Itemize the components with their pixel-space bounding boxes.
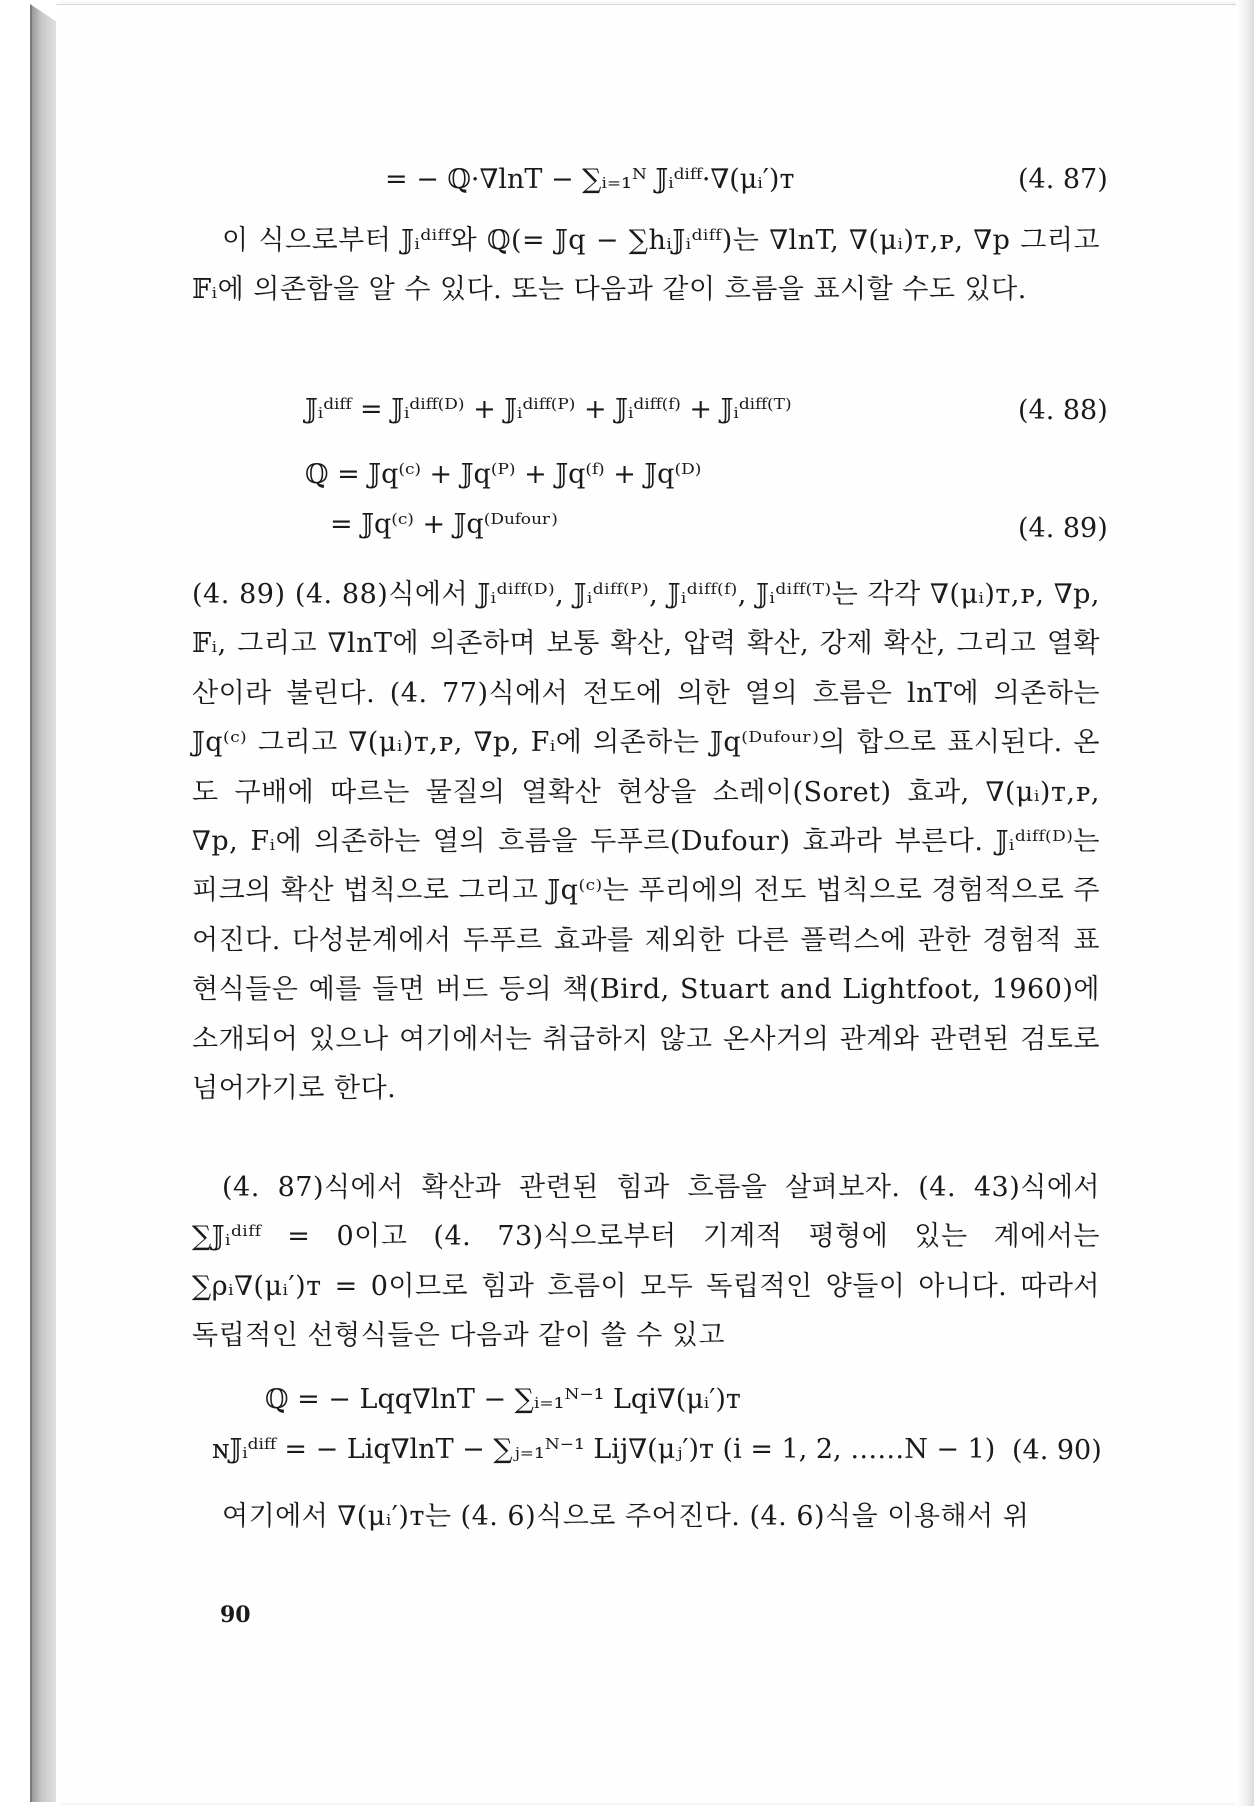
- equation-4-89-line-2: = 𝕁q⁽ᶜ⁾ + 𝕁q⁽ᴰᵘᶠᵒᵘʳ⁾: [330, 509, 558, 540]
- equation-number-4-89: (4. 89): [1018, 513, 1108, 544]
- paragraph-4: 여기에서 ∇(μᵢ′)ᴛ는 (4. 6)식으로 주어진다. (4. 6)식을 이용해서 위: [222, 1501, 1030, 1532]
- equation-4-90-line-2: ɴ𝕁ᵢᵈⁱᶠᶠ = − Liq∇lnT − ∑ⱼ₌₁ᴺ⁻¹ Lij∇(μⱼ′)ᴛ (i = 1, 2, ……N − 1): [212, 1434, 996, 1465]
- paragraph-3-container: [192, 1163, 1100, 1361]
- paragraph-3: (4. 87)식에서 확산과 관련된 힘과 흐름을 살펴보자. (4. 43)식에서 ∑𝕁ᵢᵈⁱᶠᶠ = 0이고 (4. 73)식으로부터 기계적 평형에 있는 계에서는 ∑ρᵢ∇(μᵢ′)ᴛ = 0이므로 힘과 흐름이 모두 독립적인 양들이 아니다. 따라서 독립적인 선형식들은 다음과 같이 쓸 수 있고: [192, 1172, 1100, 1352]
- equation-4-88: 𝕁ᵢᵈⁱᶠᶠ = 𝕁ᵢᵈⁱᶠᶠ⁽ᴰ⁾ + 𝕁ᵢᵈⁱᶠᶠ⁽ᴾ⁾ + 𝕁ᵢᵈⁱᶠᶠ⁽ᶠ⁾ + 𝕁ᵢᵈⁱᶠᶠ⁽ᵀ⁾: [305, 394, 792, 425]
- paragraph-2-container: [192, 570, 1100, 1113]
- equation-4-90-line-1: ℚ = − Lqq∇lnT − ∑ᵢ₌₁ᴺ⁻¹ Lqi∇(μᵢ′)ᴛ: [265, 1384, 741, 1415]
- equation-number-4-90: (4. 90): [1012, 1435, 1102, 1466]
- equation-number-4-88: (4. 88): [1018, 395, 1108, 426]
- page-shadow: [1236, 0, 1254, 1806]
- equation-number-4-87: (4. 87): [1018, 164, 1108, 195]
- equation-4-89-line-1: ℚ = 𝕁q⁽ᶜ⁾ + 𝕁q⁽ᴾ⁾ + 𝕁q⁽ᶠ⁾ + 𝕁q⁽ᴰ⁾: [305, 459, 702, 490]
- equation-4-87: = − ℚ·∇lnT − ∑ᵢ₌₁ᴺ 𝕁ᵢᵈⁱᶠᶠ·∇(μᵢ′)ᴛ: [385, 164, 795, 195]
- paragraph-1-container: [192, 216, 1100, 315]
- paragraph-2: (4. 89) (4. 88)식에서 𝕁ᵢᵈⁱᶠᶠ⁽ᴰ⁾, 𝕁ᵢᵈⁱᶠᶠ⁽ᴾ⁾, 𝕁ᵢᵈⁱᶠᶠ⁽ᶠ⁾, 𝕁ᵢᵈⁱᶠᶠ⁽ᵀ⁾는 각각 ∇(μᵢ)ᴛ,ᴘ, ∇p, 𝔽ᵢ, 그리고 ∇lnT에 의존하며 보통 확산, 압력 확산, 강제 확산, 그리고 열확산이라 불린다. (4. 77)식에서 전도에 의한 열의 흐름은 lnT에 의존하는 𝕁q⁽ᶜ⁾ 그리고 ∇(μᵢ)ᴛ,ᴘ, ∇p, Fᵢ에 의존하는 𝕁q⁽ᴰᵘᶠᵒᵘʳ⁾의 합으로 표시된다. 온도 구배에 따르는 물질의 열확산 현상을 소레이(Soret) 효과, ∇(μᵢ)ᴛ,ᴘ, ∇p, Fᵢ에 의존하는 열의 흐름을 두푸르(Dufour) 효과라 부른다. 𝕁ᵢᵈⁱᶠᶠ⁽ᴰ⁾는 피크의 확산 법칙으로 그리고 𝕁q⁽ᶜ⁾는 푸리에의 전도 법칙으로 경험적으로 주어진다. 다성분계에서 두푸르 효과를 제외한 다른 플럭스에 관한 경험적 표현식들은 예를 들면 버드 등의 책(Bird, Stuart and Lightfoot, 1960)에 소개되어 있으나 여기에서는 취급하지 않고 온사거의 관계와 관련된 검토로 넘어가기로 한다.: [192, 579, 1100, 1105]
- paragraph-1: 이 식으로부터 𝕁ᵢᵈⁱᶠᶠ와 ℚ(= 𝕁q − ∑hᵢ𝕁ᵢᵈⁱᶠᶠ)는 ∇lnT, ∇(μᵢ)ᴛ,ᴘ, ∇p 그리고 𝔽ᵢ에 의존함을 알 수 있다. 또는 다음과 같이 흐름을 표시할 수도 있다.: [192, 225, 1100, 306]
- paragraph-4-container: [192, 1492, 1100, 1541]
- page-number: 90: [220, 1602, 251, 1628]
